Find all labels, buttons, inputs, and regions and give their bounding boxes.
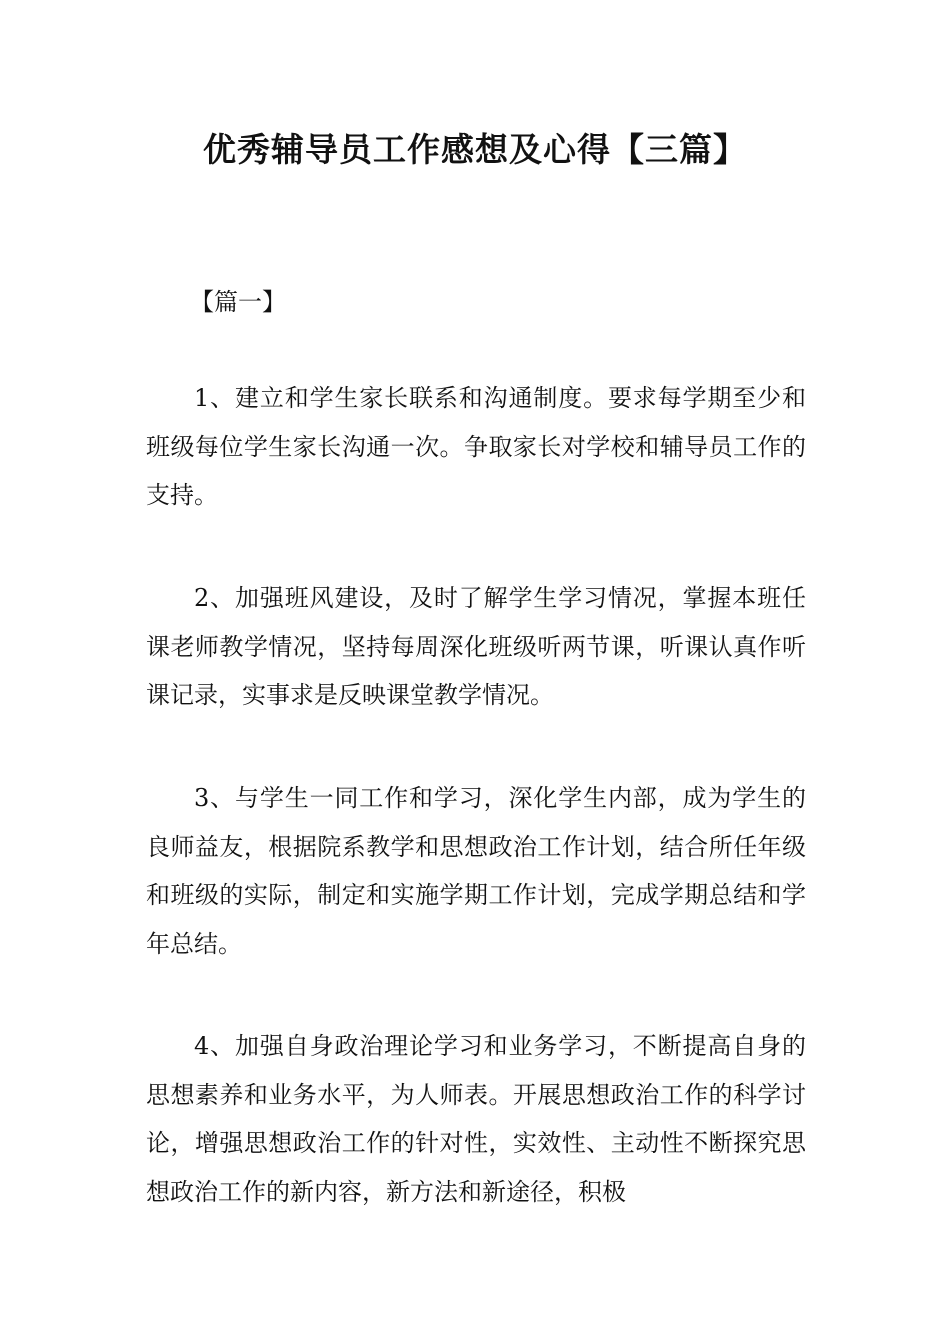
section-label: 【篇一】 — [190, 288, 286, 316]
paragraph-4: 4、加强自身政治理论学习和业务学习，不断提高自身的思想素养和业务水平，为人师表。开展思想政治工作的科学讨论，增强思想政治工作的针对性，实效性、主动性不断探究思想政治工作的新内容，新方法和新途径，积极 — [146, 1032, 806, 1206]
document-title: 优秀辅导员工作感想及心得【三篇】 — [203, 130, 747, 169]
paragraph-2: 2、加强班风建设，及时了解学生学习情况，掌握本班任课老师教学情况，坚持每周深化班级听两节课，听课认真作听课记录，实事求是反映课堂教学情况。 — [146, 584, 806, 709]
paragraph-3: 3、与学生一同工作和学习，深化学生内部，成为学生的良师益友，根据院系教学和思想政治工作计划，结合所任年级和班级的实际，制定和实施学期工作计划，完成学期总结和学年总结。 — [146, 784, 806, 958]
paragraph-1: 1、建立和学生家长联系和沟通制度。要求每学期至少和班级每位学生家长沟通一次。争取家长对学校和辅导员工作的支持。 — [146, 384, 806, 509]
